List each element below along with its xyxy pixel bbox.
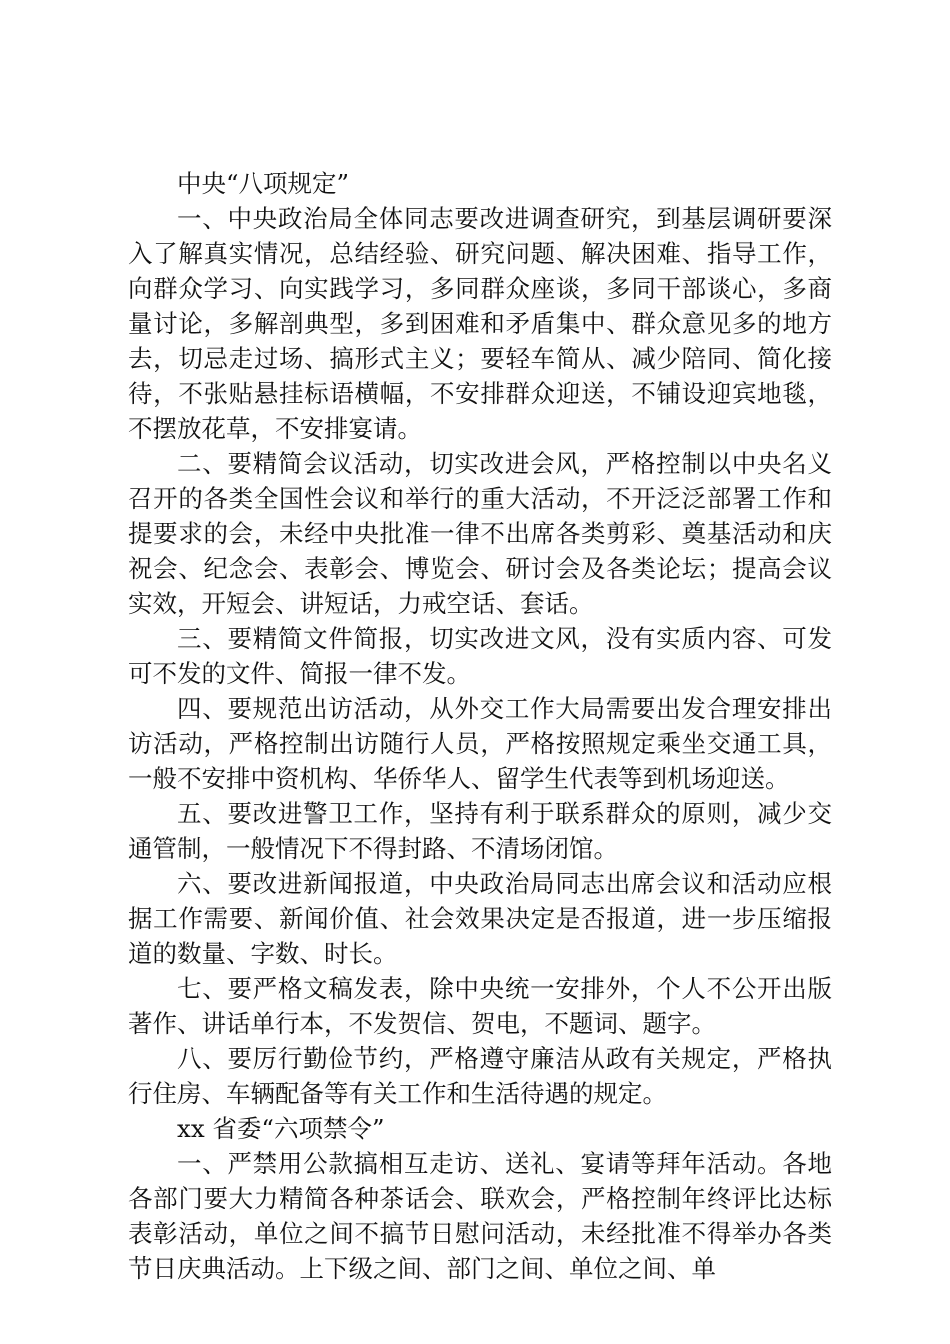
- section-heading-eight-regulations: 中央“八项规定”: [177, 169, 350, 198]
- paragraph-item-2: 二、要精简会议活动，切实改进会风，严格控制以中央名义召开的各类全国性会议和举行的重大活动，不开泛泛部署工作和提要求的会，未经中央批准一律不出席各类剪彩、奠基活动和庆祝会、纪念会、表彰会、博览会、研讨会及各类论坛；提高会议实效，开短会、讲短话，力戒空话、套话。: [128, 449, 832, 618]
- paragraph-item-7: 七、要严格文稿发表，除中央统一安排外，个人不公开出版著作、讲话单行本，不发贺信、贺电，不题词、题字。: [128, 974, 832, 1038]
- paragraph-item-3: 三、要精简文件简报，切实改进文风，没有实质内容、可发可不发的文件、简报一律不发。: [128, 624, 832, 688]
- paragraph-item-1: 一、中央政治局全体同志要改进调查研究，到基层调研要深入了解真实情况，总结经验、研究问题、解决困难、指导工作，向群众学习、向实践学习，多同群众座谈，多同干部谈心，多商量讨论，多解剖典型，多到困难和矛盾集中、群众意见多的地方去，切忌走过场、搞形式主义；要轻车简从、减少陪同、简化接待，不张贴悬挂标语横幅，不安排群众迎送，不铺设迎宾地毯，不摆放花草，不安排宴请。: [128, 204, 832, 443]
- paragraph-item-8: 八、要厉行勤俭节约，严格遵守廉洁从政有关规定，严格执行住房、车辆配备等有关工作和生活待遇的规定。: [128, 1044, 832, 1108]
- paragraph-prohibition-1: 一、严禁用公款搞相互走访、送礼、宴请等拜年活动。各地各部门要大力精简各种茶话会、联欢会，严格控制年终评比达标表彰活动，单位之间不搞节日慰问活动，未经批准不得举办各类节日庆典活动。上下级之间、部门之间、单位之间、单: [128, 1149, 832, 1283]
- paragraph-item-4: 四、要规范出访活动，从外交工作大局需要出发合理安排出访活动，严格控制出访随行人员，严格按照规定乘坐交通工具，一般不安排中资机构、华侨华人、留学生代表等到机场迎送。: [128, 694, 832, 793]
- paragraph-item-5: 五、要改进警卫工作，坚持有利于联系群众的原则，减少交通管制，一般情况下不得封路、不清场闭馆。: [128, 799, 832, 863]
- document-body: [128, 166, 832, 1286]
- paragraph-item-6: 六、要改进新闻报道，中央政治局同志出席会议和活动应根据工作需要、新闻价值、社会效果决定是否报道，进一步压缩报道的数量、字数、时长。: [128, 869, 832, 968]
- section-heading-six-prohibitions: xx 省委“六项禁令”: [177, 1114, 385, 1143]
